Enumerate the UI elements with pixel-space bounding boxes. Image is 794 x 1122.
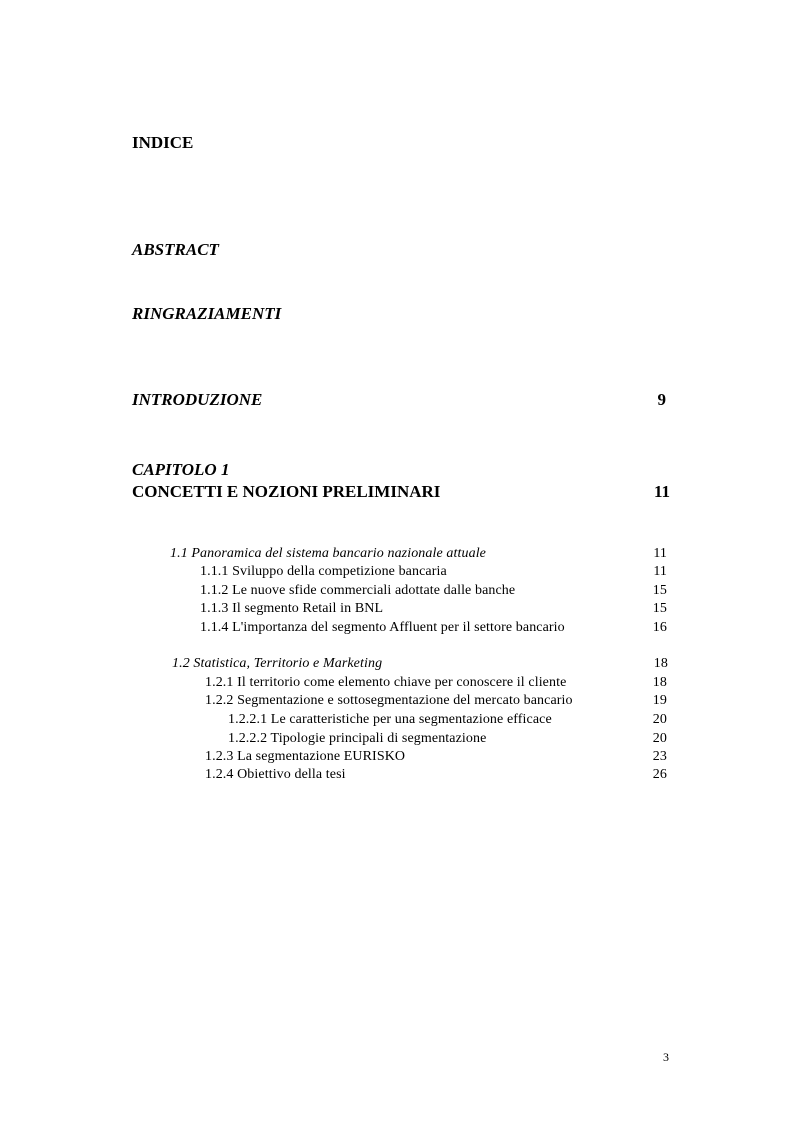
toc-entry: 1.2.1 Il territorio come elemento chiave per conoscere il cliente: [205, 675, 567, 690]
page-number: 3: [663, 1050, 669, 1064]
toc-entry-page: 11: [653, 564, 667, 579]
toc-section-title: 1.2 Statistica, Territorio e Marketing: [172, 656, 383, 671]
toc-entry-page: 18: [652, 675, 667, 690]
toc-entry: 1.2.2 Segmentazione e sottosegmentazione del mercato bancario: [205, 693, 573, 708]
toc-section-page: 11: [653, 546, 667, 561]
toc-entry-page: 15: [652, 601, 667, 616]
toc-entry-page: 16: [652, 620, 667, 635]
toc-entry: 1.1.4 L'importanza del segmento Affluent per il settore bancario: [200, 620, 565, 635]
toc-entry: 1.2.3 La segmentazione EURISKO: [205, 749, 406, 764]
toc-section-title: 1.1 Panoramica del sistema bancario nazionale attuale: [170, 546, 486, 561]
toc-entry-page: 23: [652, 749, 667, 764]
toc-introduction: INTRODUZIONE: [132, 390, 263, 409]
toc-entry-page: 20: [652, 731, 667, 746]
toc-entry: 1.1.2 Le nuove sfide commerciali adottate dalle banche: [200, 583, 516, 598]
toc-abstract: ABSTRACT: [132, 240, 219, 259]
chapter-title: CONCETTI E NOZIONI PRELIMINARI: [132, 482, 441, 501]
toc-entry-page: 15: [652, 583, 667, 598]
toc-entry: 1.1.1 Sviluppo della competizione bancaria: [200, 564, 447, 579]
toc-introduction-page: 9: [657, 390, 666, 409]
chapter-page: 11: [653, 482, 670, 501]
toc-entry-page: 19: [652, 693, 667, 708]
index-title: INDICE: [132, 133, 194, 152]
toc-entry-page: 26: [652, 767, 667, 782]
toc-entry-page: 20: [652, 712, 667, 727]
chapter-label: CAPITOLO 1: [132, 460, 230, 479]
toc-entry: 1.2.2.1 Le caratteristiche per una segmentazione efficace: [228, 712, 552, 727]
toc-entry: 1.2.2.2 Tipologie principali di segmentazione: [228, 731, 487, 746]
toc-entry: 1.2.4 Obiettivo della tesi: [205, 767, 346, 782]
toc-section-page: 18: [653, 656, 668, 671]
toc-entry: 1.1.3 Il segmento Retail in BNL: [200, 601, 384, 616]
toc-acknowledgements: RINGRAZIAMENTI: [132, 304, 282, 323]
